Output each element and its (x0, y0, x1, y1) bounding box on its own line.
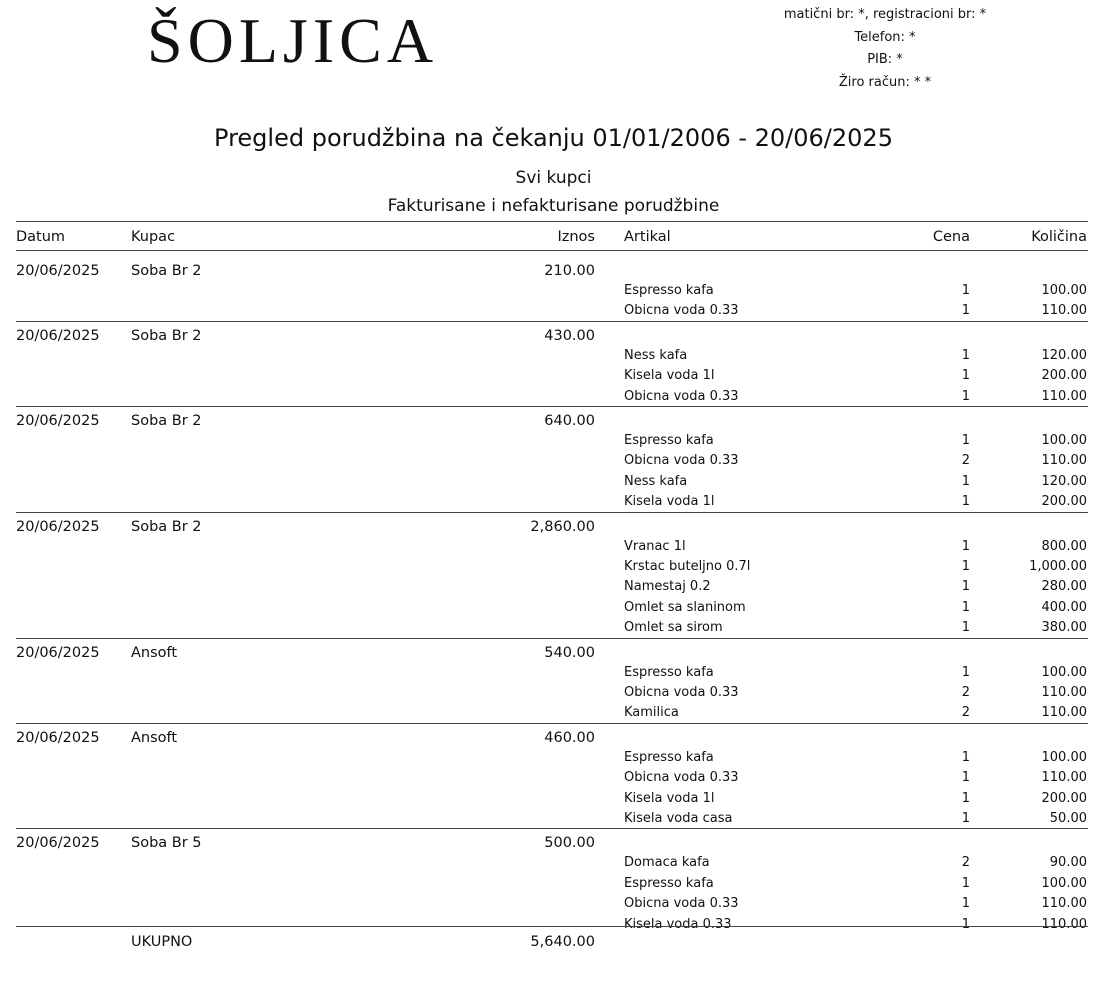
column-header-amount: Iznos (557, 229, 595, 245)
company-logo: ŠOLJICA (147, 5, 439, 76)
item-qty: 1 (961, 558, 970, 574)
column-header-date: Datum (16, 229, 66, 245)
order-customer: Soba Br 5 (131, 835, 202, 852)
item-price: 100.00 (1041, 875, 1087, 891)
order-bottom-rule (16, 828, 1088, 829)
order-amount: 460.00 (544, 729, 595, 746)
item-article: Kamilica (624, 705, 679, 721)
item-article: Obicna voda 0.33 (624, 453, 739, 469)
column-header-customer: Kupac (131, 229, 176, 245)
order-item-row (0, 749, 1107, 769)
item-article: Obicna voda 0.33 (624, 770, 739, 786)
order-item-row (0, 599, 1107, 619)
order-bottom-rule (16, 406, 1088, 407)
company-phone: Telefon: * (854, 29, 916, 45)
order-item-row (0, 578, 1107, 598)
order-item-row (0, 895, 1107, 915)
item-qty: 1 (961, 916, 970, 932)
item-qty: 1 (961, 347, 970, 363)
header-bottom-rule (16, 250, 1088, 251)
item-price: 50.00 (1049, 810, 1087, 826)
order-date: 20/06/2025 (16, 413, 100, 429)
order-item-row (0, 493, 1107, 513)
order-item-row (0, 810, 1107, 830)
item-article: Vranac 1l (624, 538, 686, 554)
item-article: Omlet sa sirom (624, 620, 723, 636)
order-amount: 640.00 (544, 413, 595, 429)
item-price: 110.00 (1041, 303, 1087, 319)
order-bottom-rule (16, 638, 1088, 639)
item-price: 110.00 (1041, 896, 1087, 912)
report-subtitle-invoicing: Fakturisane i nefakturisane porudžbine (387, 196, 720, 216)
column-header-article: Artikal (624, 229, 671, 245)
order-customer: Soba Br 2 (131, 263, 202, 279)
item-article: Obicna voda 0.33 (624, 303, 739, 319)
order-amount: 540.00 (544, 644, 595, 661)
order-date: 20/06/2025 (16, 835, 100, 852)
total-label: UKUPNO (131, 934, 193, 950)
order-customer: Soba Br 2 (131, 518, 202, 535)
item-qty: 1 (961, 810, 970, 826)
order-item-row (0, 769, 1107, 789)
column-header-quantity: Količina (1031, 229, 1087, 245)
item-price: 120.00 (1041, 473, 1087, 489)
order-customer: Soba Br 2 (131, 327, 202, 344)
item-qty: 2 (961, 705, 970, 721)
item-price: 100.00 (1041, 749, 1087, 765)
order-amount: 430.00 (544, 327, 595, 344)
order-customer: Ansoft (131, 644, 178, 661)
order-item-row (0, 875, 1107, 895)
order-item-row (0, 684, 1107, 704)
item-qty: 2 (961, 684, 970, 700)
item-qty: 1 (961, 790, 970, 806)
order-date: 20/06/2025 (16, 729, 100, 746)
item-price: 280.00 (1041, 579, 1087, 595)
item-price: 120.00 (1041, 347, 1087, 363)
order-item-row (0, 473, 1107, 493)
column-header-price: Cena (932, 229, 970, 245)
order-item-row (0, 538, 1107, 558)
order-item-row (0, 347, 1107, 367)
item-qty: 1 (961, 579, 970, 595)
item-qty: 1 (961, 388, 970, 404)
column-header-row (0, 227, 1107, 249)
item-price: 200.00 (1041, 790, 1087, 806)
item-qty: 1 (961, 433, 970, 448)
item-article: Obicna voda 0.33 (624, 684, 739, 700)
item-qty: 1 (961, 538, 970, 554)
order-item-row (0, 432, 1107, 452)
order-amount: 500.00 (544, 835, 595, 852)
item-article: Espresso kafa (624, 664, 714, 680)
item-qty: 1 (961, 368, 970, 384)
order-bottom-rule (16, 512, 1088, 513)
company-pib: PIB: * (867, 52, 903, 67)
item-article: Kisela voda 0.33 (624, 916, 732, 932)
company-info (760, 4, 1010, 94)
item-price: 110.00 (1041, 453, 1087, 469)
item-price: 200.00 (1041, 368, 1087, 384)
order-item-row (0, 664, 1107, 684)
order-date: 20/06/2025 (16, 263, 100, 279)
item-price: 1,000.00 (1029, 558, 1087, 574)
report-title: Pregled porudžbina na čekanju 01/01/2006 - 20/06/2025 (214, 124, 893, 152)
total-amount: 5,640.00 (530, 934, 595, 950)
header-top-rule (16, 221, 1088, 222)
item-price: 100.00 (1041, 433, 1087, 448)
item-article: Krstac buteljno 0.7l (624, 558, 751, 574)
company-bank-account: Žiro račun: * * (838, 74, 932, 90)
item-price: 110.00 (1041, 684, 1087, 700)
order-item-row (0, 282, 1107, 302)
item-qty: 1 (961, 599, 970, 615)
order-item-row (0, 452, 1107, 472)
item-article: Kisela voda casa (624, 810, 733, 826)
order-customer: Soba Br 2 (131, 413, 202, 429)
item-article: Kisela voda 1l (624, 368, 715, 384)
item-article: Espresso kafa (624, 283, 714, 298)
item-price: 100.00 (1041, 283, 1087, 298)
item-article: Kisela voda 1l (624, 494, 715, 510)
item-price: 90.00 (1049, 855, 1087, 871)
item-article: Omlet sa slaninom (624, 599, 746, 615)
item-price: 400.00 (1041, 599, 1087, 615)
item-qty: 1 (961, 664, 970, 680)
item-article: Obicna voda 0.33 (624, 896, 739, 912)
item-price: 800.00 (1041, 538, 1087, 554)
item-qty: 1 (961, 303, 970, 319)
item-price: 110.00 (1041, 705, 1087, 721)
order-item-row (0, 302, 1107, 322)
order-item-row (0, 854, 1107, 874)
item-qty: 1 (961, 875, 970, 891)
item-article: Espresso kafa (624, 749, 714, 765)
item-qty: 1 (961, 494, 970, 510)
item-qty: 1 (961, 283, 970, 298)
order-date: 20/06/2025 (16, 327, 100, 344)
item-qty: 2 (961, 453, 970, 469)
item-qty: 1 (961, 749, 970, 765)
item-article: Obicna voda 0.33 (624, 388, 739, 404)
order-item-row (0, 558, 1107, 578)
item-article: Espresso kafa (624, 875, 714, 891)
order-customer: Ansoft (131, 729, 178, 746)
item-price: 100.00 (1041, 664, 1087, 680)
order-bottom-rule (16, 723, 1088, 724)
item-price: 110.00 (1041, 388, 1087, 404)
item-article: Espresso kafa (624, 433, 714, 448)
item-qty: 1 (961, 896, 970, 912)
order-item-row (0, 704, 1107, 724)
order-amount: 210.00 (544, 263, 595, 279)
order-amount: 2,860.00 (530, 518, 595, 535)
company-registration: matični br: *, registracioni br: * (783, 7, 987, 22)
item-qty: 1 (961, 473, 970, 489)
order-item-row (0, 367, 1107, 387)
item-price: 380.00 (1041, 620, 1087, 636)
item-price: 200.00 (1041, 494, 1087, 510)
item-qty: 2 (961, 855, 970, 871)
order-date: 20/06/2025 (16, 644, 100, 661)
total-rule (16, 926, 1088, 927)
item-article: Ness kafa (624, 347, 688, 363)
item-qty: 1 (961, 770, 970, 786)
order-bottom-rule (16, 321, 1088, 322)
item-article: Ness kafa (624, 473, 688, 489)
item-price: 110.00 (1041, 770, 1087, 786)
order-item-row (0, 388, 1107, 408)
item-article: Domaca kafa (624, 855, 710, 871)
order-date: 20/06/2025 (16, 518, 100, 535)
report-subtitle-customers: Svi kupci (515, 168, 592, 188)
item-qty: 1 (961, 620, 970, 636)
item-article: Kisela voda 1l (624, 790, 715, 806)
order-item-row (0, 790, 1107, 810)
item-price: 110.00 (1041, 916, 1087, 932)
item-article: Namestaj 0.2 (624, 579, 711, 595)
order-item-row (0, 619, 1107, 639)
